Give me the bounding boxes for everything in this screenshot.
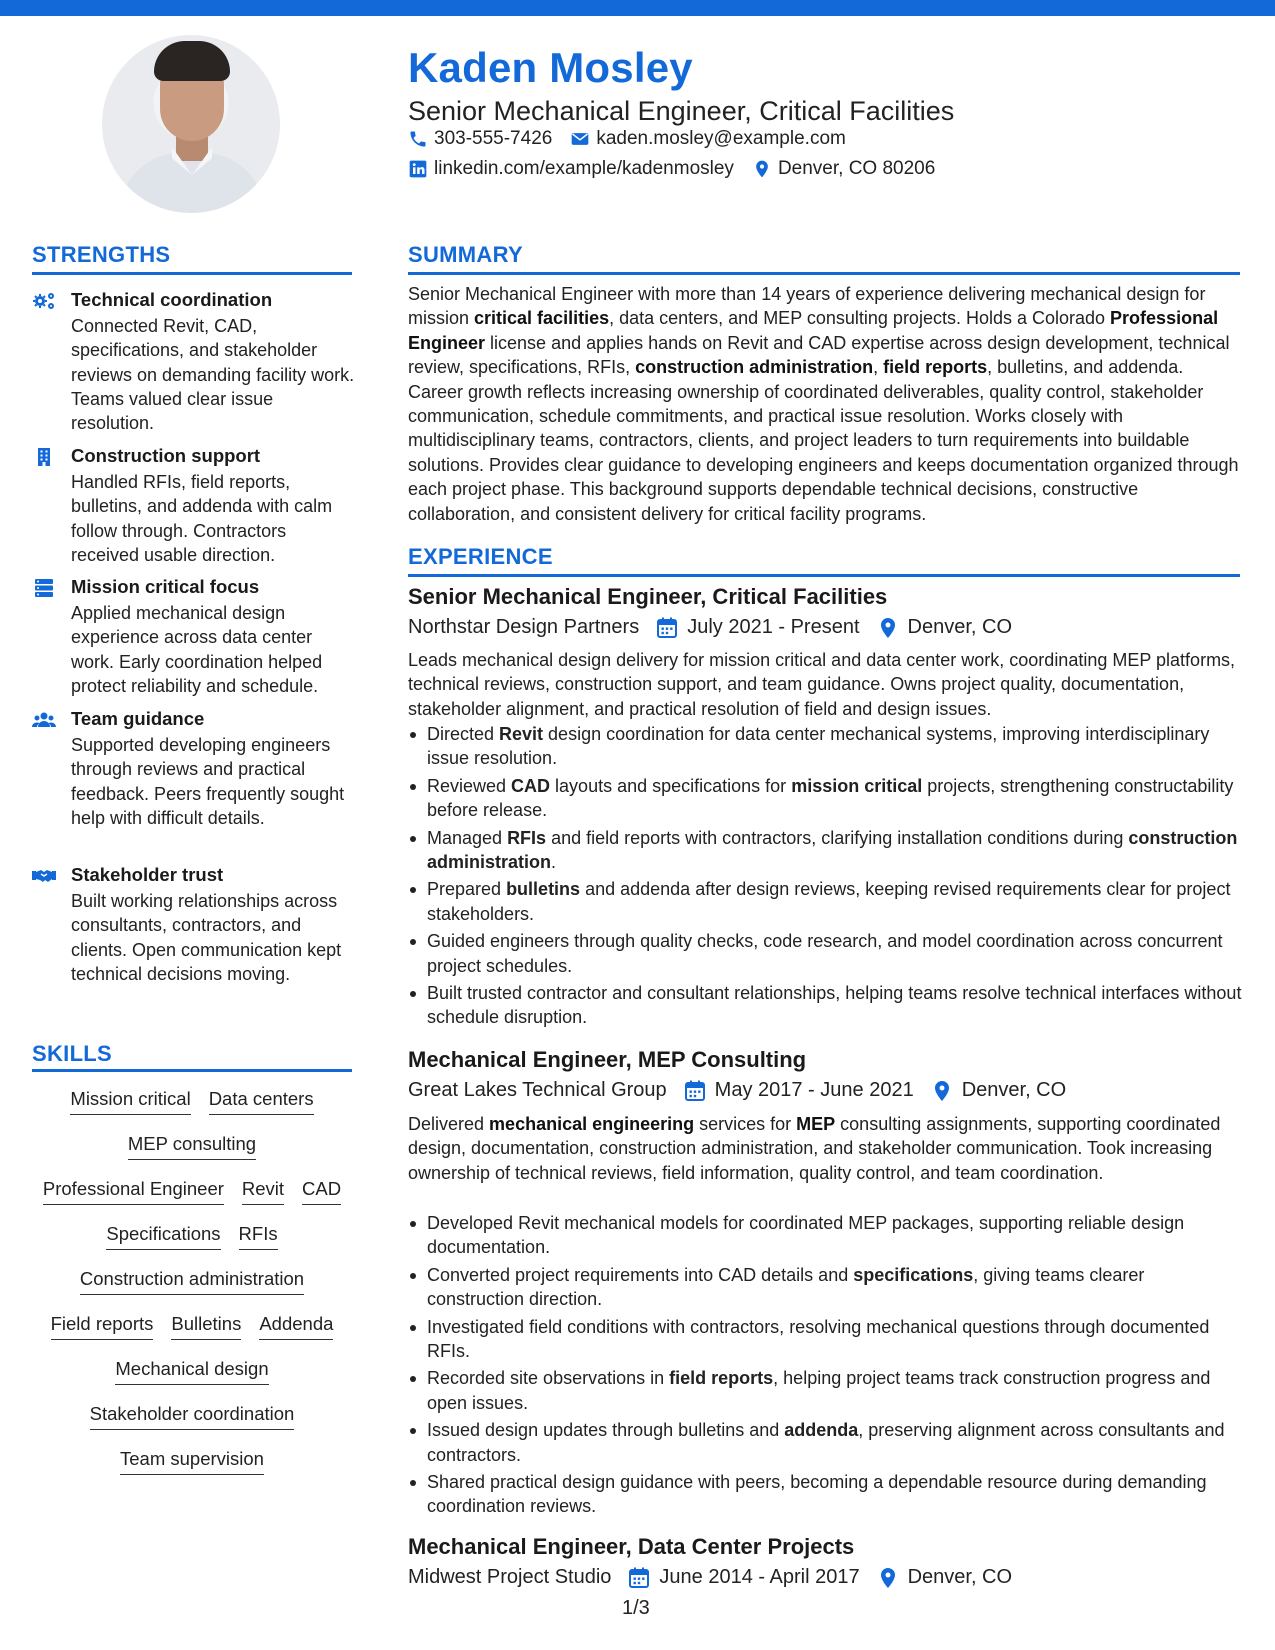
job-bullet: Built trusted contractor and consultant relationships, helping teams resolve technical interfaces without schedule disruption. (408, 981, 1244, 1030)
job-bullet: Managed RFIs and field reports with contractors, clarifying installation conditions during construction administration. (408, 826, 1244, 875)
summary-text: Senior Mechanical Engineer with more than 14 years of experience delivering mechanical design for mission critical facilities, data centers, and MEP consulting projects. Holds a Colorado Professional Engineer license and applies hands on Revit and CAD expertise across design development, technical review, specifications, RFIs, construction administration, field reports, bulletins, and addenda. Career growth reflects increasing ownership of coordinated deliverables, quality control, stakeholder communication, schedule commitments, and practical issue resolution. Works closely with multidisciplinary teams, contractors, clients, and project leaders to turn requirements into buildable solutions. Provides clear guidance to developing engineers and keeps documentation organized through each project phase. This background supports dependable technical decisions, constructive collaboration, and consistent delivery for critical facility programs. (408, 284, 1239, 524)
job-bullet: Directed Revit design coordination for data center mechanical systems, improving interdisciplinary issue resolution. (408, 722, 1244, 771)
experience-rule (408, 574, 1240, 577)
skill-row (32, 1133, 352, 1160)
job-role: Mechanical Engineer, MEP Consulting (408, 1047, 807, 1072)
contact-row-1 (408, 128, 864, 150)
job-bullet: Developed Revit mechanical models for coordinated MEP packages, supporting reliable design documentation. (408, 1211, 1244, 1260)
job-role: Mechanical Engineer, Data Center Projects (408, 1534, 855, 1559)
summary-rule (408, 272, 1240, 275)
skill-row (32, 1088, 352, 1115)
linkedin-text: linkedin.com/example/kadenmosley (434, 158, 734, 179)
skills-rule (32, 1069, 352, 1072)
job-description: Leads mechanical design delivery for mission critical and data center work, coordinating MEP platforms, technical reviews, construction support, and team guidance. Owns project quality, documentation, stakeholder alignment, and practical resolution of field and design issues. (408, 650, 1236, 719)
phone-contact[interactable] (408, 128, 552, 150)
skill-row (32, 1448, 352, 1475)
building-icon (32, 447, 56, 467)
job-company: Midwest Project Studio (408, 1566, 612, 1588)
phone-icon (408, 129, 428, 149)
job-bullet: Recorded site observations in field reports, helping project teams track construction progress and open issues. (408, 1366, 1244, 1415)
strength-description: Connected Revit, CAD, specifications, and stakeholder reviews on demanding facility work. Teams valued clear issue resolution. (71, 316, 355, 434)
strength-description: Handled RFIs, field reports, bulletins, and addenda with calm follow through. Contractors received usable direction. (71, 472, 333, 565)
linkedin-contact[interactable] (408, 158, 734, 180)
skill-tag: CAD (302, 1178, 341, 1205)
strength-title: Construction support (71, 445, 261, 466)
strength-description: Supported developing engineers through reviews and practical feedback. Peers frequently sought help with difficult details. (71, 735, 345, 828)
job-company: Northstar Design Partners (408, 616, 640, 638)
phone-text: 303-555-7426 (434, 128, 553, 149)
experience-heading: EXPERIENCE (408, 544, 553, 569)
skills-heading: SKILLS (32, 1041, 113, 1066)
job-bullet: Converted project requirements into CAD details and specifications, giving teams clearer construction direction. (408, 1263, 1244, 1312)
map-pin-icon (878, 1567, 898, 1589)
skill-row (32, 1178, 352, 1205)
top-accent-bar (0, 0, 1275, 16)
email-text: kaden.mosley@example.com (596, 128, 846, 149)
skill-tag: Field reports (51, 1313, 154, 1340)
location-contact (752, 158, 935, 180)
skill-tag: Mechanical design (115, 1358, 268, 1385)
job-meta (408, 1566, 1012, 1589)
job-bullet: Reviewed CAD layouts and specifications for mission critical projects, strengthening constructability before release. (408, 774, 1244, 823)
job-meta (408, 1079, 1066, 1102)
map-pin-icon (878, 617, 898, 639)
strength-description: Built working relationships across consultants, contractors, and clients. Open communication kept technical decisions moving. (71, 891, 342, 984)
job-bullet: Investigated field conditions with contractors, resolving mechanical questions through documented RFIs. (408, 1315, 1244, 1364)
calendar-icon (629, 1567, 649, 1589)
skill-tag: Construction administration (80, 1268, 304, 1295)
strength-title: Team guidance (71, 708, 205, 729)
job-bullets (408, 1211, 1244, 1522)
job-bullet: Issued design updates through bulletins and addenda, preserving alignment across consultants and contractors. (408, 1418, 1244, 1467)
skill-tag: Team supervision (120, 1448, 264, 1475)
linkedin-icon (408, 159, 428, 179)
skill-tag: Stakeholder coordination (90, 1403, 295, 1430)
skill-tag: Mission critical (70, 1088, 190, 1115)
job-dates: May 2017 - June 2021 (714, 1079, 914, 1101)
gears-icon (32, 291, 56, 311)
job-role: Senior Mechanical Engineer, Critical Facilities (408, 584, 888, 609)
strength-title: Technical coordination (71, 289, 273, 310)
job-location: Denver, CO (907, 1566, 1013, 1588)
job-description: Delivered mechanical engineering services for MEP consulting assignments, supporting coordinated design, documentation, construction administration, and stakeholder communication. Took increasing ownership of technical reviews, field information, quality control, and team coordination. (408, 1114, 1221, 1183)
skill-row (32, 1268, 352, 1295)
strengths-rule (32, 272, 352, 275)
skill-tag: Addenda (259, 1313, 333, 1340)
skill-tag: Professional Engineer (43, 1178, 224, 1205)
strength-title: Mission critical focus (71, 576, 260, 597)
email-contact[interactable] (570, 128, 846, 150)
email-icon (570, 129, 590, 149)
location-text: Denver, CO 80206 (777, 158, 936, 179)
strength-description: Applied mechanical design experience across data center work. Early coordination helped protect reliability and schedule. (71, 603, 323, 696)
strengths-heading: STRENGTHS (32, 242, 171, 267)
skill-row (32, 1403, 352, 1430)
job-bullet: Guided engineers through quality checks, code research, and model coordination across concurrent project schedules. (408, 929, 1244, 978)
job-bullets (408, 722, 1244, 1033)
job-location: Denver, CO (961, 1079, 1067, 1101)
skill-row (32, 1313, 352, 1340)
calendar-icon (685, 1080, 705, 1102)
candidate-name: Kaden Mosley (408, 44, 693, 91)
job-company: Great Lakes Technical Group (408, 1079, 667, 1101)
skill-tag: Bulletins (171, 1313, 241, 1340)
candidate-title: Senior Mechanical Engineer, Critical Facilities (408, 96, 955, 126)
skill-tag: Revit (242, 1178, 284, 1205)
server-icon (32, 578, 56, 598)
job-location: Denver, CO (907, 616, 1013, 638)
skill-tag: Specifications (106, 1223, 220, 1250)
skill-tag: RFIs (239, 1223, 278, 1250)
contact-row-2 (408, 158, 953, 180)
job-bullet: Shared practical design guidance with peers, becoming a dependable resource during demanding coordination reviews. (408, 1470, 1244, 1519)
map-pin-icon (932, 1080, 952, 1102)
job-dates: June 2014 - April 2017 (659, 1566, 860, 1588)
page-number: 1/3 (622, 1597, 650, 1619)
job-meta (408, 616, 1012, 639)
job-bullet: Prepared bulletins and addenda after design reviews, keeping revised requirements clear for project stakeholders. (408, 877, 1244, 926)
profile-photo (102, 35, 280, 213)
users-icon (32, 710, 56, 730)
handshake-icon (32, 866, 56, 886)
map-pin-icon (752, 159, 772, 179)
skill-tag: Data centers (209, 1088, 314, 1115)
strength-title: Stakeholder trust (71, 864, 224, 885)
skill-row (32, 1358, 352, 1385)
job-dates: July 2021 - Present (687, 616, 860, 638)
calendar-icon (657, 617, 677, 639)
summary-heading: SUMMARY (408, 242, 523, 267)
skill-tag: MEP consulting (128, 1133, 256, 1160)
skill-row (32, 1223, 352, 1250)
